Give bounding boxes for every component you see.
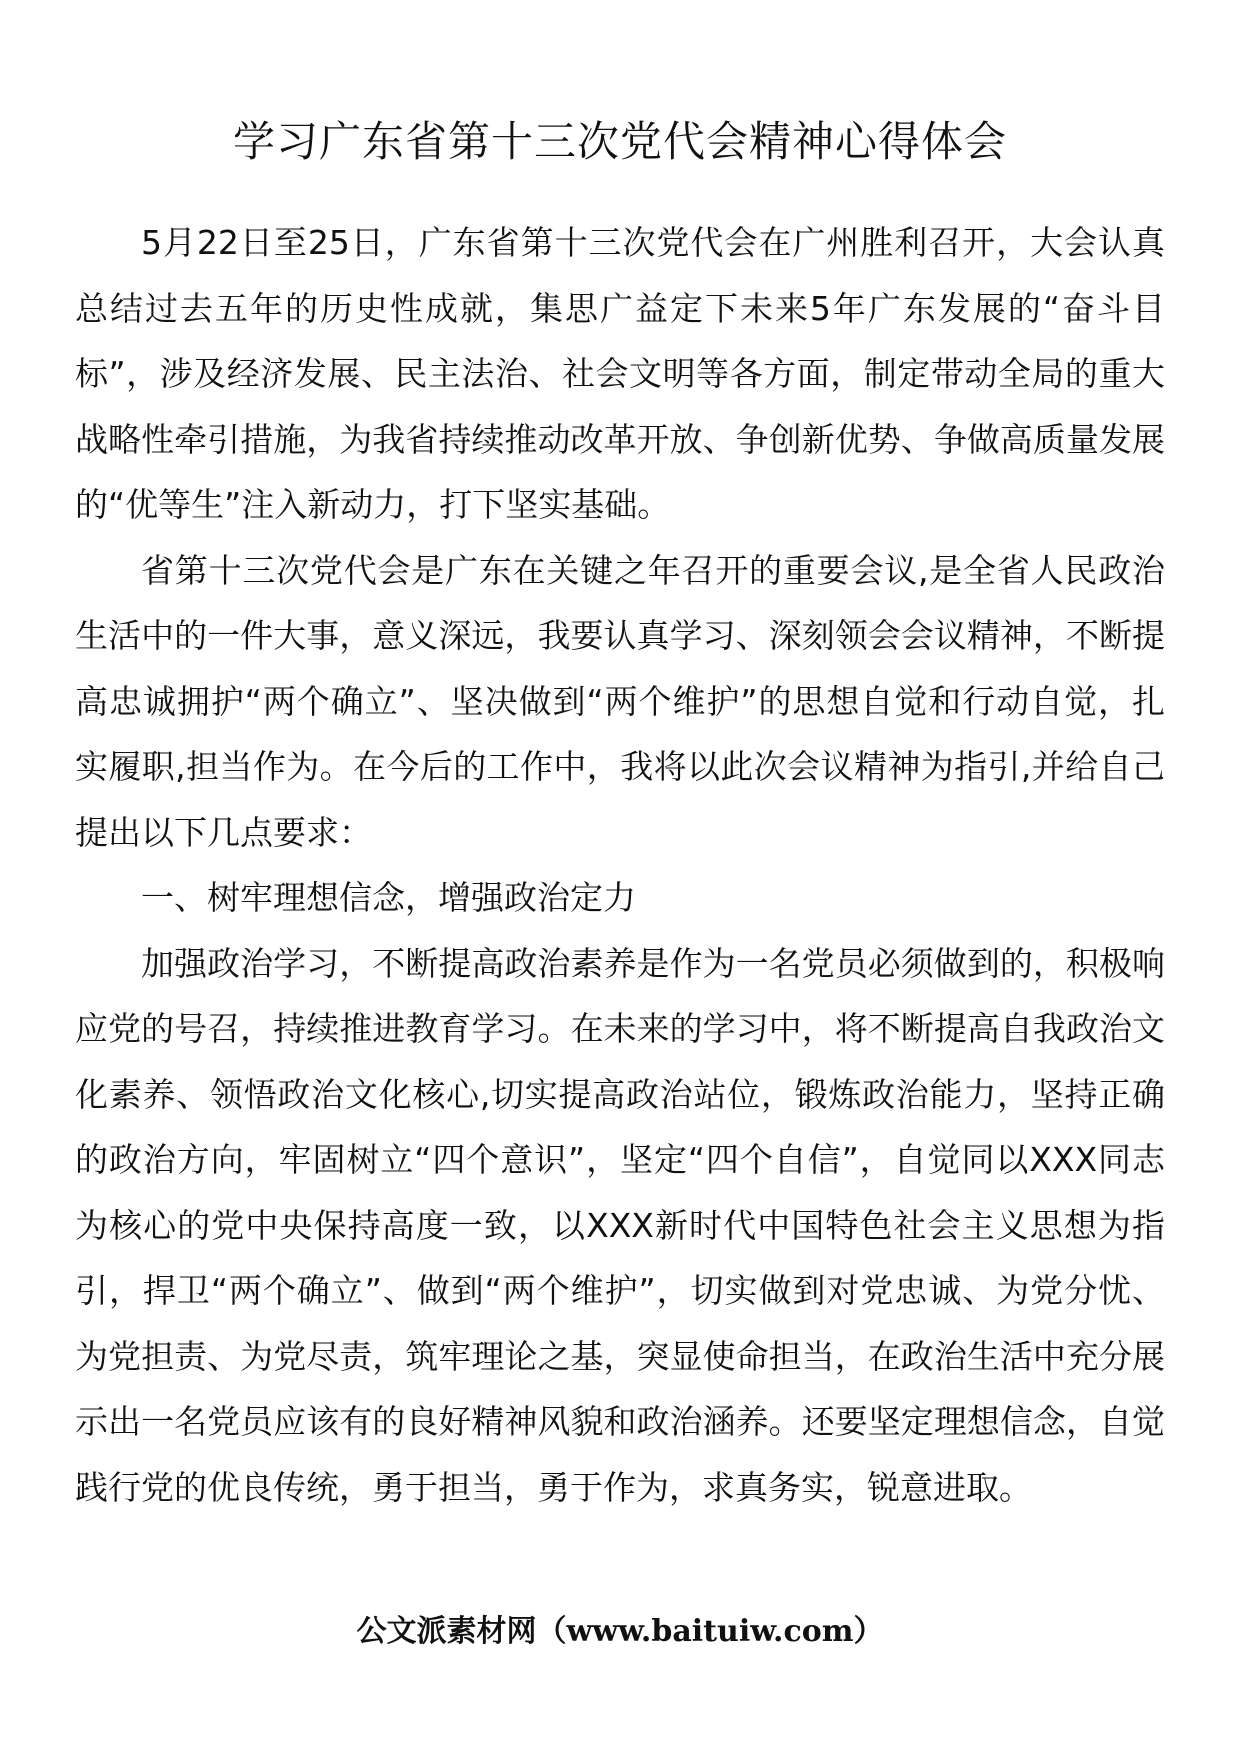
paragraph-intro: 5月22日至25日，广东省第十三次党代会在广州胜利召开，大会认真总结过去五年的历史性成就，集思广益定下未来5年广东发展的“奋斗目标”，涉及经济发展、民主法治、社会文明等各方面，制定带动全局的重大战略性牵引措施，为我省持续推动改革开放、争创新优势、争做高质量发展的“优等生”注入新动力，打下坚实基础。: [75, 223, 1165, 524]
paragraph-section-one: 加强政治学习，不断提高政治素养是作为一名党员必须做到的，积极响应党的号召，持续推进教育学习。在未来的学习中，将不断提高自我政治文化素养、领悟政治文化核心,切实提高政治站位，锻炼政治能力，坚持正确的政治方向，牢固树立“四个意识”，坚定“四个自信”，自觉同以XXX同志为核心的党中央保持高度一致，以XXX新时代中国特色社会主义思想为指引，捍卫“两个确立”、做到“两个维护”，切实做到对党忠诚、为党分忧、为党担责、为党尽责，筑牢理论之基，突显使命担当，在政治生活中充分展示出一名党员应该有的良好精神风貌和政治涵养。还要坚定理想信念，自觉践行党的优良传统，勇于担当，勇于作为，求真务实，锐意进取。: [75, 943, 1165, 1507]
document-title: 学习广东省第十三次党代会精神心得体会: [232, 117, 1007, 166]
paragraph-meaning: 省第十三次党代会是广东在关键之年召开的重要会议,是全省人民政治生活中的一件大事，意义深远，我要认真学习、深刻领会会议精神，不断提高忠诚拥护“两个确立”、坚决做到“两个维护”的思想自觉和行动自觉，扎实履职,担当作为。在今后的工作中，我将以此次会议精神为指引,并给自己提出以下几点要求：: [75, 550, 1165, 852]
footer-source: 公文派素材网（www.baituiw.com）: [356, 1614, 884, 1649]
section-heading: 一、树牢理想信念，增强政治定力: [141, 878, 636, 917]
document-body: [75, 210, 1165, 1520]
